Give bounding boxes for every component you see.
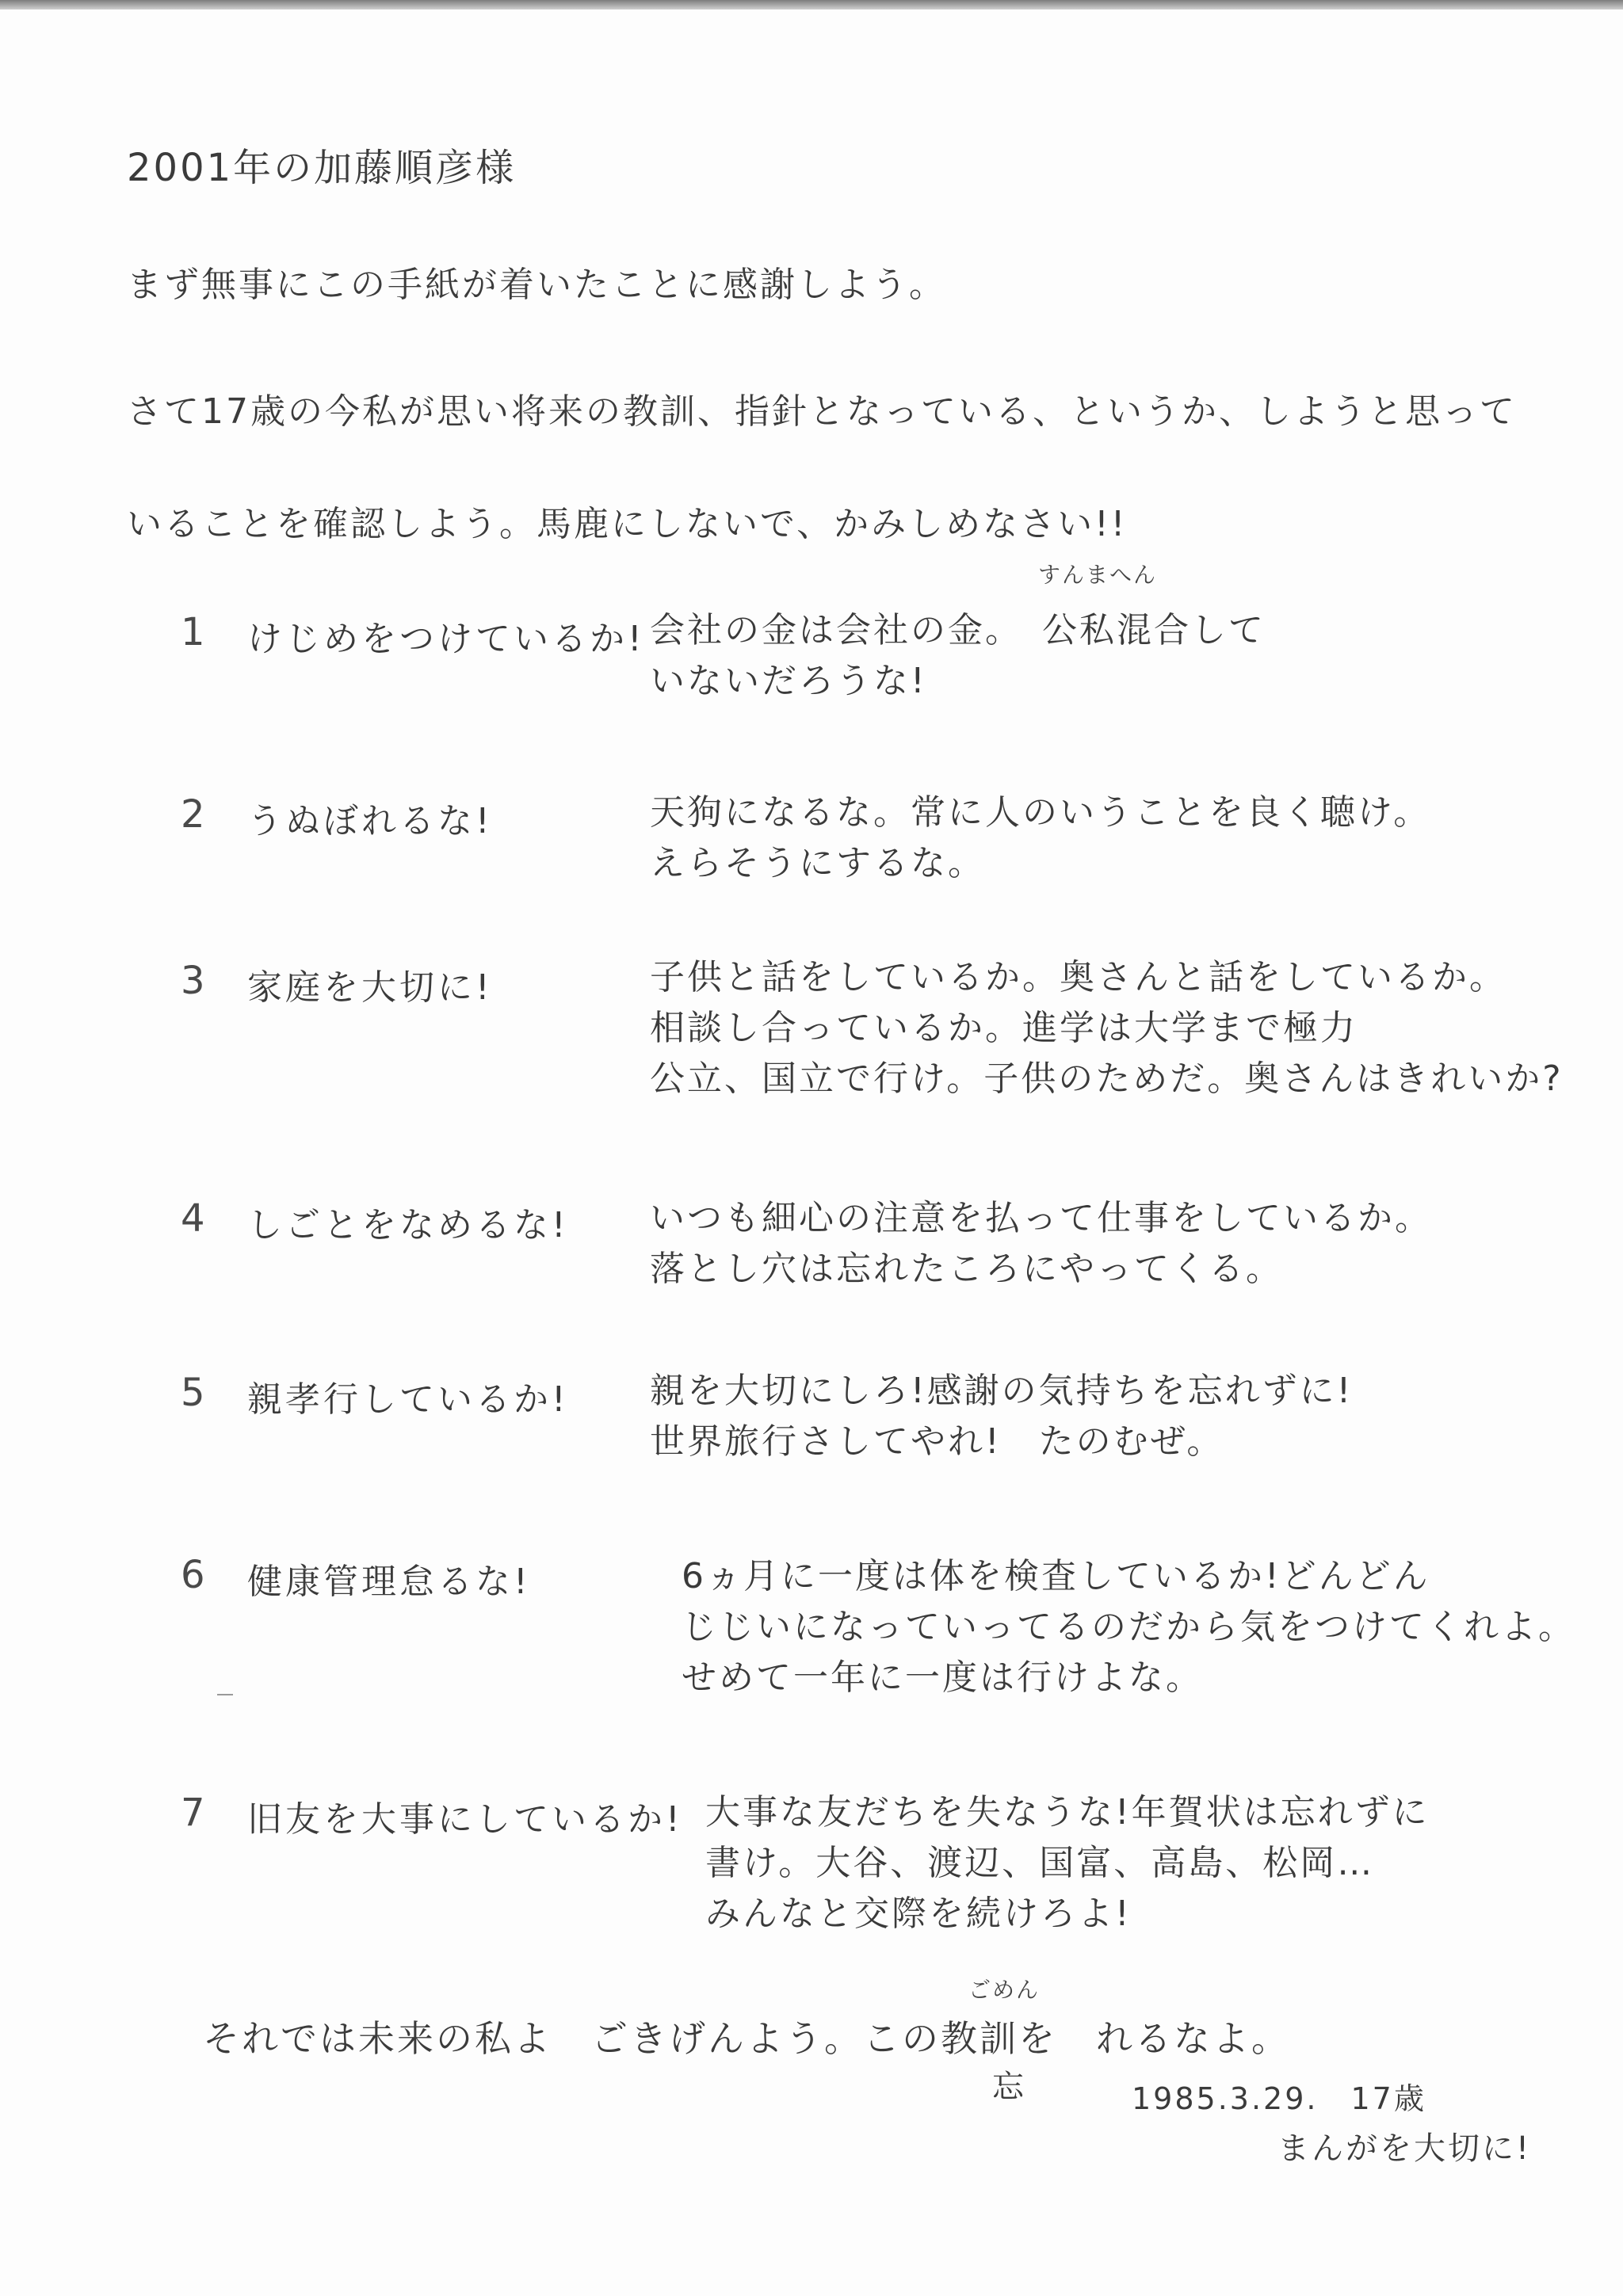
item-title: うぬぼれるな! — [247, 801, 493, 841]
item-body — [650, 1193, 1432, 1295]
item-body — [705, 1787, 1430, 1939]
closing-line: それでは未来の私よ ごきげんよう。この教訓を れるなよ。 — [203, 2017, 1290, 2060]
item-number: 6 — [181, 1553, 205, 1597]
item-body-line: 6ヵ月に一度は体を検査しているか!どんどん — [682, 1556, 1430, 1596]
item-body-line: 親を大切にしろ!感謝の気持ちを忘れずに! — [650, 1371, 1354, 1411]
item-body — [682, 1551, 1575, 1703]
item-title: けじめをつけているか! — [247, 619, 645, 659]
intro-line-2: さて17歳の今私が思い将来の教訓、指針となっている、というか、しようと思って — [127, 391, 1517, 432]
item-body-line: みんなと交際を続けろよ! — [705, 1894, 1132, 1934]
item-number: 1 — [181, 610, 205, 654]
item-body — [650, 952, 1564, 1104]
item-body-line: 相談し合っているか。進学は大学まで極力 — [650, 1008, 1358, 1048]
item-number: 5 — [181, 1371, 205, 1415]
closing-annotation: ごめん — [968, 1977, 1041, 2003]
closing-inserted-char: 忘 — [992, 2069, 1026, 2105]
item-body-line: 大事な友だちを失なうな!年賀状は忘れずに — [705, 1792, 1430, 1833]
item-body — [650, 605, 1266, 707]
item-body-line: 子供と話をしているか。奥さんと話をしているか。 — [650, 957, 1507, 997]
item-title: 親孝行しているか! — [247, 1379, 569, 1420]
item-title: 健康管理怠るな! — [247, 1562, 531, 1602]
item-body-line: せめて一年に一度は行けよな。 — [682, 1657, 1203, 1698]
item-number: 7 — [181, 1791, 205, 1835]
intro-line-3: いることを確認しよう。馬鹿にしないで、かみしめなさい!! — [127, 504, 1128, 544]
item-title: 家庭を大切に! — [247, 967, 493, 1008]
item-title: 旧友を大事にしているか! — [247, 1799, 683, 1840]
item-number: 4 — [181, 1196, 205, 1241]
intro-line-1: まず無事にこの手紙が着いたことに感謝しよう。 — [127, 265, 946, 305]
item-body-line: いないだろうな! — [650, 661, 927, 701]
letter-date: 1985.3.29. 17歳 — [1132, 2081, 1426, 2116]
item-body — [650, 1366, 1353, 1467]
item-body-line: 書け。大谷、渡辺、国富、高島、松岡… — [705, 1843, 1375, 1883]
scan-top-edge — [0, 0, 1623, 10]
item-body-line: じじいになっていってるのだから気をつけてくれよ。 — [682, 1607, 1575, 1647]
item-body-line: えらそうにするな。 — [650, 843, 985, 883]
item-body-line: 会社の金は会社の金。 公私混合して — [650, 610, 1266, 650]
item-body-line: 公立、国立で行け。子供のためだ。奥さんはきれいか? — [650, 1058, 1564, 1099]
letter-greeting: 2001年の加藤順彦様 — [127, 146, 517, 190]
item-title: しごとをなめるな! — [247, 1205, 569, 1245]
item-body-line: 天狗になるな。常に人のいうことを良く聴け。 — [650, 792, 1431, 833]
item-number: 2 — [181, 792, 205, 837]
item-body — [650, 788, 1430, 889]
item-number: 3 — [181, 959, 205, 1003]
item-annotation: すんまへん — [1038, 562, 1158, 588]
item-body-line: 世界旅行さしてやれ! たのむぜ。 — [650, 1421, 1224, 1462]
postscript: まんがを大切に! — [1277, 2130, 1532, 2167]
item-body-line: いつも細心の注意を払って仕事をしているか。 — [650, 1198, 1432, 1238]
stray-mark — [217, 1694, 233, 1695]
item-body-line: 落とし穴は忘れたころにやってくる。 — [650, 1249, 1283, 1289]
